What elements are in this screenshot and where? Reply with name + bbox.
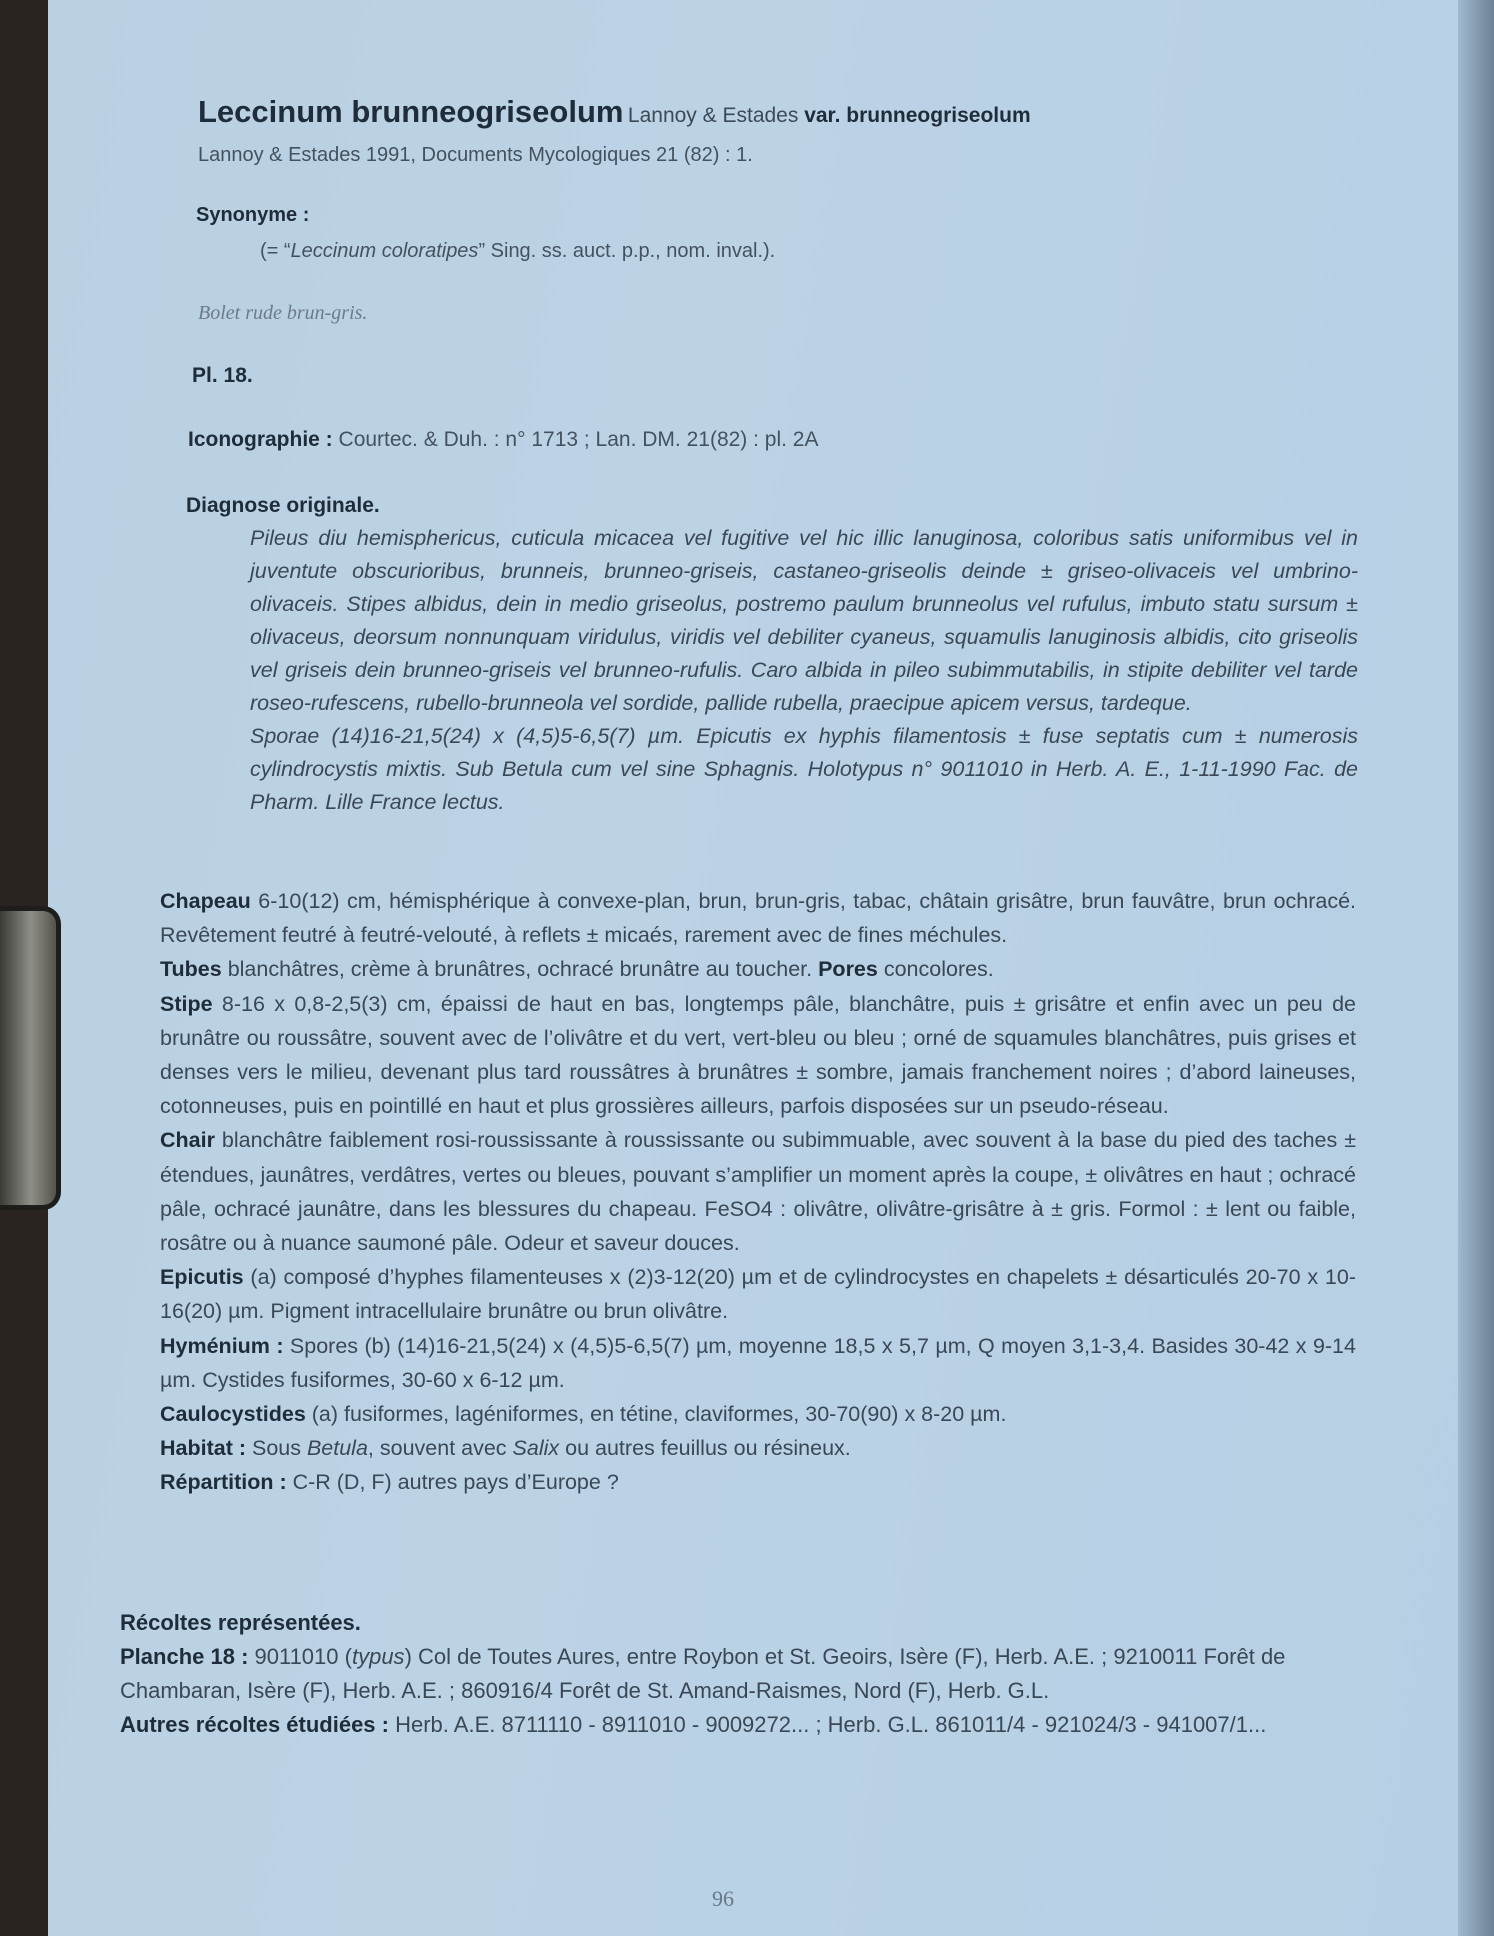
desc-epicutis: Epicutis (a) composé d’hyphes filamenteuses x (2)3-12(20) µm et de cylindrocystes en chapelets ± désarticulés 20-70 x 10-16(20) µm. Pigment intracellulaire brunâtre ou brun olivâtre. xyxy=(160,1265,1356,1324)
diagnosis-paragraph-2: Sporae (14)16-21,5(24) x (4,5)5-6,5(7) µm. Epicutis ex hyphis filamentosis ± fuse septatis cum ± numerosis cylindrocystis mixtis. Sub Betula cum vel sine Sphagnis. Holotypus n° 9011010 in Herb. A. E., 1-11-1990 Fac. de Pharm. Lille France lectus. xyxy=(250,724,1358,814)
desc-habitat: Habitat : Sous Betula, souvent avec Salix ou autres feuillus ou résineux. xyxy=(160,1436,851,1461)
iconography xyxy=(188,428,819,452)
variety-name: brunneogriseolum xyxy=(846,104,1031,127)
description xyxy=(160,884,1356,1500)
page-edge xyxy=(1458,0,1494,1936)
variety-prefix: var. xyxy=(804,104,841,127)
synonym-text: (= “Leccinum coloratipes” Sing. ss. auct. p.p., nom. inval.). xyxy=(260,240,776,262)
collections xyxy=(120,1606,1340,1742)
species-title xyxy=(198,94,1031,130)
plate-number: Pl. 18. xyxy=(192,364,253,387)
desc-caulocystides: Caulocystides (a) fusiformes, lagéniformes, en tétine, claviformes, 30-70(90) x 8-20 µm. xyxy=(160,1402,1007,1427)
diagnosis-paragraph-1: Pileus diu hemisphericus, cuticula micacea vel fugitive vel hic illic lanuginosa, coloribus satis uniformibus vel in juventute obscurioribus, brunneis, brunneo-griseis, castaneo-griseolis deinde ± griseo-olivaceis vel umbrino-olivaceis. Stipes albidus, dein in medio griseolus, postremo paulum brunneolus vel rufulus, imbuto statu sursum ± olivaceus, deorsum nonnunquam viridulus, viridis vel debiliter cyaneus, squamulis lanuginosis albidis, cito griseolis vel griseis dein brunneo-griseis vel brunneo-rufulis. Caro albida in pileo subimmutabilis, in stipite debiliter vel tarde roseo-rufescens, rubello-brunneola vel sordide, pallide rubella, praecipue apicem versus, tardeque. xyxy=(250,526,1358,715)
species-authors: Lannoy & Estades xyxy=(627,104,799,127)
synonym-name: Leccinum coloratipes xyxy=(290,240,479,262)
collections-autres: Autres récoltes étudiées : Herb. A.E. 8711110 - 8911010 - 9009272... ; Herb. G.L. 861011/4 - 921024/3 - 941007/1... xyxy=(120,1712,1267,1737)
synonym-label: Synonyme : xyxy=(196,204,310,226)
desc-chapeau: Chapeau 6-10(12) cm, hémisphérique à convexe-plan, brun, brun-gris, tabac, châtain grisâtre, brun fauvâtre, brun ochracé. Revêtement feutré à feutré-velouté, à reflets ± micaés, rarement avec de fines méchules. xyxy=(160,889,1356,948)
bookmark-tab xyxy=(0,906,61,1210)
iconography-label: Iconographie : xyxy=(188,428,333,451)
diagnosis-heading: Diagnose originale. xyxy=(186,494,380,517)
desc-chair: Chair blanchâtre faiblement rosi-roussissante à roussissante ou subimmuable, avec souvent à la base du pied des taches ± étendues, jaunâtres, verdâtres, vertes ou bleues, pouvant s’amplifier un moment après la coupe, ± olivâtres en haut ; ochracé pâle, ochracé jaunâtre, dans les blessures du chapeau. FeSO4 : olivâtre, olivâtre-grisâtre à ± gris. Formol : ± lent ou faible, rosâtre ou à nuance saumoné pâle. Odeur et saveur douces. xyxy=(160,1128,1356,1256)
species-reference: Lannoy & Estades 1991, Documents Mycologiques 21 (82) : 1. xyxy=(198,144,753,166)
collections-planche: Planche 18 : 9011010 (typus) Col de Toutes Aures, entre Roybon et St. Geoirs, Isère (F), Herb. A.E. ; 9210011 Forêt de Chambaran, Isère (F), Herb. A.E. ; 860916/4 Forêt de St. Amand-Raismes, Nord (F), Herb. G.L. xyxy=(120,1644,1286,1703)
diagnosis-text xyxy=(250,522,1358,819)
page-number: 96 xyxy=(712,1886,734,1911)
species-name: Leccinum brunneogriseolum xyxy=(198,94,624,129)
desc-repartition: Répartition : C-R (D, F) autres pays d’Europe ? xyxy=(160,1470,619,1495)
desc-hymenium: Hyménium : Spores (b) (14)16-21,5(24) x (4,5)5-6,5(7) µm, moyenne 18,5 x 5,7 µm, Q moyen 3,1-3,4. Basides 30-42 x 9-14 µm. Cystides fusiformes, 30-60 x 6-12 µm. xyxy=(160,1333,1356,1392)
collections-heading: Récoltes représentées. xyxy=(120,1610,361,1635)
desc-stipe: Stipe 8-16 x 0,8-2,5(3) cm, épaissi de haut en bas, longtemps pâle, blanchâtre, puis ± grisâtre et enfin avec un peu de brunâtre ou roussâtre, souvent avec de l’olivâtre et du vert, vert-bleu ou bleu ; orné de squamules blanchâtres, puis grises et denses vers le milieu, devenant plus tard roussâtres à brunâtres ± sombre, jamais franchement noires ; d’abord laineuses, cotonneuses, puis en pointillé en haut et plus grossières ailleurs, parfois disposées sur un pseudo-réseau. xyxy=(160,991,1356,1119)
iconography-text: Courtec. & Duh. : n° 1713 ; Lan. DM. 21(82) : pl. 2A xyxy=(332,428,819,451)
desc-tubes: Tubes blanchâtres, crème à brunâtres, ochracé brunâtre au toucher. Pores concolores. xyxy=(160,957,994,982)
common-name: Bolet rude brun-gris. xyxy=(198,302,368,324)
